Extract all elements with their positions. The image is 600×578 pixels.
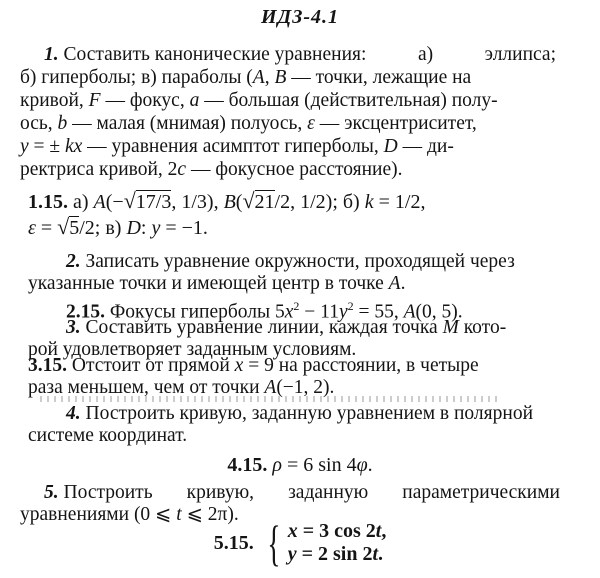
text: = 1/2, <box>373 191 426 213</box>
task2-number: 2. <box>66 251 81 272</box>
text: ⩽ 2π). <box>181 504 239 525</box>
text: c <box>177 159 187 180</box>
text: /2, 1/2); б) <box>274 191 365 213</box>
scan-artifact <box>40 396 500 402</box>
text: y <box>287 543 297 565</box>
text: = <box>35 217 58 239</box>
task515-number: 5.15. <box>213 531 254 554</box>
text: (0, 5). <box>415 301 463 323</box>
text: . <box>400 273 406 294</box>
page-title: ИДЗ-4.1 <box>260 6 340 28</box>
text: φ <box>356 454 368 476</box>
text: = 3 cos 2 <box>297 520 376 542</box>
text: — малая (мнимая) полуось, <box>67 113 308 134</box>
text: ε <box>28 217 36 239</box>
text: 2 <box>293 299 300 313</box>
text: = 6 sin 4 <box>281 454 357 476</box>
text: = −1. <box>160 217 208 239</box>
text: (−1, 2). <box>276 377 335 398</box>
text: раза меньшем, чем от точки <box>28 377 265 398</box>
text: — уравнения асимптот гиперболы, <box>82 136 384 157</box>
text: x <box>234 355 244 376</box>
text: — ди- <box>397 136 454 157</box>
text: Составить канонические уравнения: <box>63 44 367 65</box>
text: ρ <box>272 454 282 476</box>
sqrt-5: √5 <box>57 214 80 239</box>
task1-line4 <box>20 113 600 135</box>
text: M <box>442 317 459 338</box>
text: — фокусное расстояние). <box>186 159 403 180</box>
task2-line1 <box>66 251 600 273</box>
task515-system <box>0 515 600 571</box>
equation-y <box>288 543 387 566</box>
task115-line2 <box>28 216 600 239</box>
text: Отстоит от прямой <box>71 355 235 376</box>
task315-number: 3.15. <box>28 355 67 376</box>
task415-number: 4.15. <box>227 454 268 476</box>
text: k <box>364 191 374 213</box>
text: параметрическими <box>402 482 560 503</box>
text: Записать уравнение окружности, проходящей через <box>85 251 515 272</box>
text: — большая (действительная) полу- <box>199 90 498 111</box>
task1-number: 1. <box>44 44 59 65</box>
text: = 2 sin 2 <box>296 543 373 565</box>
text: = 9 на расстоянии, в четыре <box>243 355 479 376</box>
text: A <box>93 191 106 213</box>
task4-line2 <box>28 425 600 447</box>
text: , 1/3), <box>171 191 224 213</box>
text: уравнениями (0 ⩽ <box>20 504 177 525</box>
text: , <box>381 520 387 542</box>
text: кривой, <box>20 90 89 111</box>
text: , <box>264 67 275 88</box>
text: — фокус, <box>100 90 190 111</box>
task1-line5 <box>20 136 600 158</box>
task315-line1 <box>28 355 600 377</box>
text: 17/3 <box>135 191 172 213</box>
text: эллипса; <box>484 44 556 65</box>
task215-number: 2.15. <box>66 301 105 323</box>
text: кривую, <box>186 482 255 503</box>
text: заданную <box>288 482 369 503</box>
task3-line1 <box>66 317 600 339</box>
text: F <box>88 90 101 111</box>
equation-x <box>288 520 387 543</box>
task115-number: 1.15. <box>28 191 68 213</box>
text: : <box>140 217 152 239</box>
text: A <box>388 273 401 294</box>
text: Фокусы гиперболы 5 <box>109 301 285 323</box>
text: указанные точки и имеющей центр в точке <box>28 273 389 294</box>
brace-glyph: { <box>267 515 281 571</box>
text: ( <box>235 191 243 213</box>
sqrt-21: √21 <box>242 188 275 213</box>
text: t <box>176 504 182 525</box>
text: t <box>375 520 382 542</box>
text: (− <box>105 191 124 213</box>
text: . <box>378 543 383 565</box>
sqrt-17-3: √17/3 <box>123 188 172 213</box>
text: − 11 <box>299 301 339 323</box>
equation-list <box>288 520 387 566</box>
text: y <box>338 301 348 323</box>
task4-number: 4. <box>66 403 81 424</box>
text: D <box>383 136 398 157</box>
task1-line1 <box>0 44 556 66</box>
text: = ± <box>28 136 65 157</box>
text: x <box>284 301 294 323</box>
task2-line2 <box>28 273 600 295</box>
text: A <box>403 301 416 323</box>
text: рой удовлетворяет заданным условиям. <box>28 339 357 360</box>
task3-number: 3. <box>66 317 81 338</box>
text: б) гиперболы; в) параболы ( <box>20 67 253 88</box>
text: а) <box>417 44 434 65</box>
text: кото- <box>458 317 507 338</box>
text: B <box>223 191 236 213</box>
text: b <box>57 113 68 134</box>
text: 5 <box>69 217 80 239</box>
text: kx <box>64 136 83 157</box>
task415-line <box>0 454 600 476</box>
text: Построить <box>63 482 153 503</box>
text: Составить уравнение линии, каждая точка <box>85 317 443 338</box>
task115-line1 <box>28 190 600 213</box>
text: x <box>287 520 298 542</box>
text: t <box>372 543 378 565</box>
text: y <box>20 136 29 157</box>
text: A <box>264 377 277 398</box>
text: D <box>126 217 141 239</box>
task1-line6 <box>20 159 600 181</box>
text: — эксцентриситет, <box>314 113 477 134</box>
text: . <box>367 454 373 476</box>
text: Построить кривую, заданную уравнением в полярной <box>85 403 534 424</box>
text: ε <box>307 113 315 134</box>
text: ось, <box>20 113 58 134</box>
text: 2 <box>347 299 354 313</box>
text: A <box>252 67 265 88</box>
text: a <box>189 90 200 111</box>
text: y <box>151 217 161 239</box>
text: /2; в) <box>79 217 127 239</box>
task4-line1 <box>66 403 600 425</box>
task1-line2 <box>20 67 600 89</box>
text: а) <box>73 191 94 213</box>
task5-number: 5. <box>44 482 59 503</box>
task1-line3 <box>20 90 600 112</box>
text: системе координат. <box>28 425 188 446</box>
task5-line1 <box>0 482 600 504</box>
text: ректриса кривой, 2 <box>20 159 178 180</box>
text: 21 <box>254 191 275 213</box>
text: B <box>274 67 287 88</box>
text: = 55, <box>353 301 404 323</box>
text: — точки, лежащие на <box>286 67 472 88</box>
